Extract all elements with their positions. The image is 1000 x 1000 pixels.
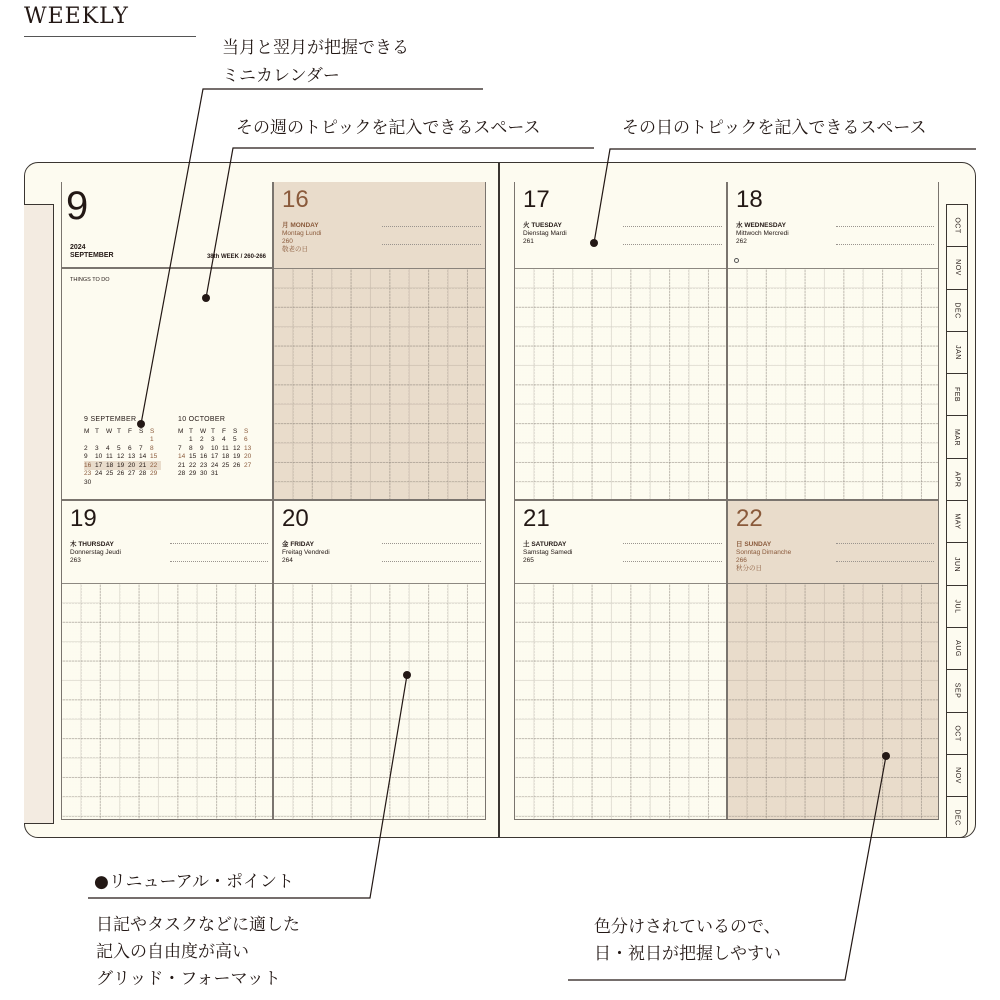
date: 24 (95, 470, 103, 478)
day-kanji: 火 (523, 222, 530, 229)
date: 30 (84, 478, 92, 486)
date: 19 (233, 453, 241, 461)
date: 3 (211, 436, 215, 444)
topic-line (382, 244, 481, 245)
index-tab[interactable] (946, 754, 968, 796)
day-of-year: 260 (282, 238, 293, 245)
tab-label: NOV (953, 767, 961, 784)
topic-line (382, 561, 481, 562)
weekday: T (189, 427, 193, 435)
callout-mini-calendar-line2: ミニカレンダー (222, 66, 340, 86)
date: 3 (95, 444, 99, 452)
mini-calendar-title: 9 SEPTEMBER (84, 416, 137, 423)
topic-line (382, 226, 481, 227)
index-tab[interactable] (946, 627, 968, 669)
day-info (70, 541, 121, 565)
day-info (736, 222, 789, 246)
topic-line (836, 244, 934, 245)
topic-line (382, 543, 481, 544)
date: 20 (128, 461, 139, 470)
date: 20 (244, 453, 252, 461)
day-number: 21 (523, 505, 550, 532)
date: 11 (222, 444, 229, 452)
tab-label: FEB (953, 387, 961, 403)
weekday: S (150, 427, 155, 435)
date (139, 436, 150, 445)
date: 24 (211, 461, 219, 469)
date: 30 (200, 470, 208, 478)
mini-calendar-title: 10 OCTOBER (178, 416, 226, 423)
holiday-name: 秋分の日 (736, 565, 762, 572)
day-kanji: 水 (736, 222, 743, 229)
date: 8 (150, 444, 154, 452)
date: 17 (95, 461, 106, 470)
date: 21 (139, 461, 150, 470)
date: 19 (117, 461, 128, 470)
date: 17 (211, 453, 219, 461)
index-tab[interactable] (946, 415, 968, 457)
date: 4 (222, 436, 226, 444)
day-alt-names: Montag Lundi (282, 230, 322, 237)
topic-line (623, 561, 722, 562)
day-of-year: 266 (736, 557, 747, 564)
index-tab[interactable] (946, 712, 968, 754)
tab-label: JUN (953, 556, 961, 572)
day-alt-names: Mittwoch Mercredi (736, 230, 789, 237)
date: 25 (222, 461, 230, 469)
weekday: W (106, 427, 113, 435)
grid-writing-area[interactable] (515, 583, 726, 819)
callout-grid-format-line1: 日記やタスクなどに適した (96, 915, 300, 935)
day-alt-names: Donnerstag Jeudi (70, 549, 121, 556)
mini-calendar-september (84, 416, 161, 487)
date: 7 (178, 444, 182, 452)
grid-writing-area[interactable] (728, 583, 938, 819)
day-cell-thursday[interactable] (61, 500, 273, 820)
current-week-highlight (84, 461, 161, 470)
day-kanji: 土 (523, 541, 530, 548)
date: 7 (139, 444, 143, 452)
week-header (61, 182, 273, 268)
topic-line (623, 543, 722, 544)
grid-writing-area[interactable] (515, 268, 726, 499)
index-tab[interactable] (946, 373, 968, 415)
day-number: 18 (736, 186, 763, 213)
tab-label: SEP (953, 683, 961, 699)
day-alt-names: Samstag Samedi (523, 549, 573, 556)
weekday: T (211, 427, 215, 435)
day-of-year: 265 (523, 557, 534, 564)
day-alt-names: Sonntag Dimanche (736, 549, 792, 556)
tab-label: JAN (953, 345, 961, 360)
day-cell-sunday[interactable] (727, 500, 939, 820)
date: 10 (95, 453, 103, 461)
things-to-do-area[interactable] (61, 268, 273, 500)
weekday: S (233, 427, 238, 435)
date: 16 (84, 461, 95, 470)
year-label: 2024 (70, 244, 86, 251)
day-kanji: 金 (282, 541, 289, 548)
day-kanji: 月 (282, 222, 289, 229)
callout-renewal-point: ●リニューアル・ポイント (94, 872, 294, 892)
callout-grid-format (96, 912, 300, 993)
day-name: FRIDAY (290, 541, 314, 548)
day-cell-friday[interactable] (273, 500, 486, 820)
date: 22 (189, 461, 197, 469)
date: 23 (84, 470, 92, 478)
tab-label: NOV (953, 259, 961, 277)
month-name-label: SEPTEMBER (70, 252, 114, 259)
date: 1 (150, 436, 154, 444)
tab-label: MAR (953, 428, 961, 446)
index-tab[interactable] (946, 542, 968, 584)
date: 26 (117, 470, 125, 478)
callout-grid-format-line3: グリッド・フォーマット (96, 969, 281, 989)
date: 12 (233, 444, 241, 452)
topic-line (836, 561, 934, 562)
date: 29 (189, 470, 197, 478)
weekday: T (95, 427, 99, 435)
index-tab[interactable] (946, 796, 968, 838)
day-cell-wednesday[interactable] (727, 182, 939, 500)
date: 25 (106, 470, 114, 478)
mini-calendar-october (178, 416, 255, 478)
index-tab[interactable] (946, 458, 968, 500)
callout-week-topic: その週のトピックを記入できるスペース (236, 118, 541, 138)
callout-day-topic: その日のトピックを記入できるスペース (622, 118, 927, 138)
date: 18 (106, 461, 117, 470)
date: 14 (178, 453, 186, 461)
day-name: SUNDAY (744, 541, 772, 548)
day-number: 20 (282, 505, 309, 532)
day-info (523, 541, 573, 565)
date: 15 (150, 453, 158, 461)
topic-line (170, 543, 268, 544)
day-number: 22 (736, 505, 763, 532)
tab-label: OCT (953, 725, 961, 742)
date: 12 (117, 453, 125, 461)
title-underline (24, 36, 196, 37)
topic-line (836, 226, 934, 227)
day-of-year: 264 (282, 557, 293, 564)
day-number: 17 (523, 186, 550, 213)
date (106, 436, 117, 445)
day-of-year: 262 (736, 238, 747, 245)
topic-line (623, 226, 722, 227)
tab-label: MAY (953, 513, 961, 530)
index-tab[interactable] (946, 585, 968, 627)
date: 5 (233, 436, 237, 444)
date: 4 (106, 444, 110, 452)
topic-line (623, 244, 722, 245)
date: 2 (200, 436, 204, 444)
callout-color-coded (594, 914, 781, 968)
day-name: WEDNESDAY (744, 222, 786, 229)
day-info (736, 541, 791, 573)
things-to-do-label: THINGS TO DO (70, 277, 110, 283)
date: 18 (222, 453, 230, 461)
index-tab[interactable] (946, 669, 968, 711)
day-of-year: 261 (523, 238, 534, 245)
callout-color-coded-line2: 日・祝日が把握しやすい (594, 944, 781, 964)
date: 9 (200, 444, 204, 452)
callout-mini-calendar (222, 34, 409, 90)
weekday: W (200, 427, 207, 435)
date: 28 (178, 470, 186, 478)
tab-label: DEC (953, 302, 961, 319)
mini-calendar-grid (84, 427, 161, 487)
date: 15 (189, 453, 197, 461)
date: 23 (200, 461, 208, 469)
day-name: THURSDAY (78, 541, 114, 548)
index-tab[interactable] (946, 500, 968, 542)
center-binding (498, 162, 500, 838)
day-number: 16 (282, 186, 309, 213)
tab-label: OCT (953, 217, 961, 234)
weekday: S (244, 427, 249, 435)
day-name: SATURDAY (531, 541, 567, 548)
day-alt-names: Freitag Vendredi (282, 549, 330, 556)
callout-color-coded-line1: 色分けされているので、 (594, 917, 781, 937)
date: 31 (211, 470, 219, 478)
date (117, 436, 128, 445)
date: 29 (150, 470, 158, 478)
date: 13 (244, 444, 252, 452)
day-cell-saturday[interactable] (514, 500, 727, 820)
date: 16 (200, 453, 208, 461)
weekday: M (178, 427, 184, 435)
date: 22 (150, 461, 161, 470)
index-tab[interactable] (946, 204, 968, 246)
index-tab[interactable] (946, 331, 968, 373)
weekday: F (222, 427, 226, 435)
weekday: S (139, 427, 144, 435)
month-index-tabs (946, 204, 968, 838)
date (95, 436, 106, 445)
date: 9 (84, 453, 88, 461)
moon-phase-icon (734, 258, 739, 263)
date: 21 (178, 461, 186, 469)
date: 14 (139, 453, 147, 461)
date: 1 (189, 436, 193, 444)
date (128, 436, 139, 445)
weekday: F (128, 427, 132, 435)
weekday: T (117, 427, 121, 435)
day-name: MONDAY (290, 222, 319, 229)
left-page-edge (24, 204, 54, 824)
day-kanji: 木 (70, 541, 77, 548)
day-alt-names: Dienstag Mardi (523, 230, 567, 237)
grid-writing-area[interactable] (274, 268, 485, 499)
grid-writing-area[interactable] (62, 583, 272, 819)
callout-grid-format-line2: 記入の自由度が高い (96, 942, 249, 962)
day-info (282, 541, 330, 565)
mini-calendar-grid (178, 427, 255, 478)
date: 6 (244, 436, 248, 444)
date: 26 (233, 461, 241, 469)
topic-line (836, 543, 934, 544)
day-cell-monday[interactable] (273, 182, 486, 500)
day-cell-tuesday[interactable] (514, 182, 727, 500)
day-of-year: 263 (70, 557, 81, 564)
date: 10 (211, 444, 219, 452)
tab-label: JUL (953, 599, 961, 614)
page-title: WEEKLY (24, 4, 129, 29)
tab-label: DEC (953, 809, 961, 826)
tab-label: AUG (953, 640, 961, 657)
topic-line (170, 561, 268, 562)
day-name: TUESDAY (531, 222, 562, 229)
date (84, 436, 95, 445)
day-info (282, 222, 321, 254)
date: 27 (128, 470, 136, 478)
index-tab[interactable] (946, 246, 968, 288)
grid-writing-area[interactable] (728, 268, 938, 499)
weekday: M (84, 427, 90, 435)
day-number: 19 (70, 505, 97, 532)
date: 5 (117, 444, 121, 452)
date: 13 (128, 453, 136, 461)
holiday-name: 敬老の日 (282, 246, 308, 253)
day-kanji: 日 (736, 541, 743, 548)
date: 27 (244, 461, 252, 469)
tab-label: APR (953, 471, 961, 488)
week-number-label: 38th WEEK / 260-266 (206, 254, 266, 260)
month-number: 9 (66, 184, 89, 228)
callout-mini-calendar-line1: 当月と翌月が把握できる (222, 38, 409, 58)
date: 2 (84, 444, 88, 452)
date: 28 (139, 470, 147, 478)
date: 8 (189, 444, 193, 452)
grid-writing-area[interactable] (274, 583, 485, 819)
date: 11 (106, 453, 113, 461)
day-info (523, 222, 567, 246)
index-tab[interactable] (946, 289, 968, 331)
date: 6 (128, 444, 132, 452)
